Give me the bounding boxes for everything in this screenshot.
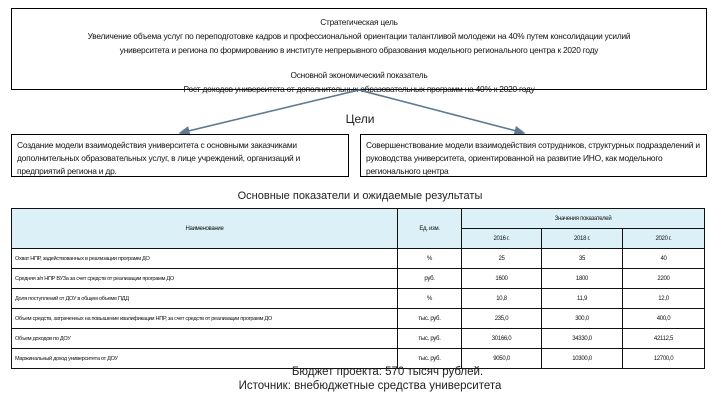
indicator-value: 10300,0 — [542, 349, 623, 369]
indicator-value: 12700,0 — [623, 349, 705, 369]
results-title: Основные показатели и ожидаемые результаты — [237, 190, 483, 202]
indicator-value: 11,9 — [542, 289, 623, 309]
column-header-unit: Ед. изм. — [398, 209, 462, 249]
indicator-name: Охват НПР, задействованных в реализации программ ДО — [12, 249, 398, 269]
indicator-unit: тыс. руб. — [398, 349, 462, 369]
strategic-goal-text-line1: Увеличение объема услуг по переподготовке кадров и профессиональной ориентации талантливой молодежи на 40% путем консолидации усилий — [87, 31, 631, 41]
indicator-value: 1600 — [462, 269, 542, 289]
indicator-unit: тыс. руб. — [398, 329, 462, 349]
indicator-name: Доля поступлений от ДОУ в общем объеме ПДД — [12, 289, 398, 309]
strategic-goal-text-line2: университета и региона по формированию в институте непрерывного образования модельного регионального центра к 2020 году — [119, 45, 599, 55]
indicator-value: 2200 — [623, 269, 705, 289]
indicator-value: 9050,0 — [462, 349, 542, 369]
indicator-value: 40 — [623, 249, 705, 269]
indicator-name: Объем средств, затраченных на повышение квалификации НПР, за счет средств от реализации программ ДО — [12, 309, 398, 329]
column-header-year: 2020 г. — [623, 229, 705, 249]
table-row — [12, 309, 705, 329]
goal-box-left: Создание модели взаимодействия университета с основными заказчиками дополнительных образовательных услуг, в лице учреждений, организаций и предприятий региона и др. — [11, 134, 349, 177]
indicator-value: 34330,0 — [542, 329, 623, 349]
indicator-unit: тыс. руб. — [398, 309, 462, 329]
indicator-name: Средняя з/п НПР ВУЗа за счет средств от реализации программ ДО — [12, 269, 398, 289]
indicator-value: 10,8 — [462, 289, 542, 309]
indicator-unit: руб. — [398, 269, 462, 289]
budget-text: Бюджет проекта: 570 тысяч рублей. — [291, 366, 484, 378]
indicator-value: 300,0 — [542, 309, 623, 329]
table-row — [12, 269, 705, 289]
indicator-value: 400,0 — [623, 309, 705, 329]
indicator-value: 1800 — [542, 269, 623, 289]
indicators-table — [11, 208, 705, 369]
column-header-year: 2018 г. — [542, 229, 623, 249]
table-row — [12, 249, 705, 269]
goals-label: Цели — [345, 112, 375, 126]
indicator-unit: % — [398, 289, 462, 309]
goal-box-right: Совершенствование модели взаимодействия сотрудников, структурных подразделений и руководства университета, ориентированной на развитие ИНО, как модельного регионального центра — [360, 134, 707, 177]
economic-indicator-title: Основной экономический показатель — [290, 70, 428, 80]
table-row — [12, 329, 705, 349]
funding-source-text: Источник: внебюджетные средства университета — [238, 380, 502, 392]
indicator-name: Маржинальный доход университета от ДОУ — [12, 349, 398, 369]
strategic-goal-title: Стратегическая цель — [320, 17, 398, 27]
column-header-name: Наименование — [12, 209, 398, 249]
economic-indicator-text: Рост доходов университета от дополнительных образовательных программ на 40% к 2020 году — [183, 84, 535, 94]
table-row — [12, 289, 705, 309]
indicator-value: 235,0 — [462, 309, 542, 329]
indicator-value: 35 — [542, 249, 623, 269]
indicator-unit: % — [398, 249, 462, 269]
indicator-value: 30166,0 — [462, 329, 542, 349]
indicator-value: 42112,5 — [623, 329, 705, 349]
indicator-value: 25 — [462, 249, 542, 269]
column-header-values-group: Значения показателей — [462, 209, 705, 229]
indicator-name: Объем доходов по ДОУ — [12, 329, 398, 349]
column-header-year: 2016 г. — [462, 229, 542, 249]
indicator-value: 12,0 — [623, 289, 705, 309]
